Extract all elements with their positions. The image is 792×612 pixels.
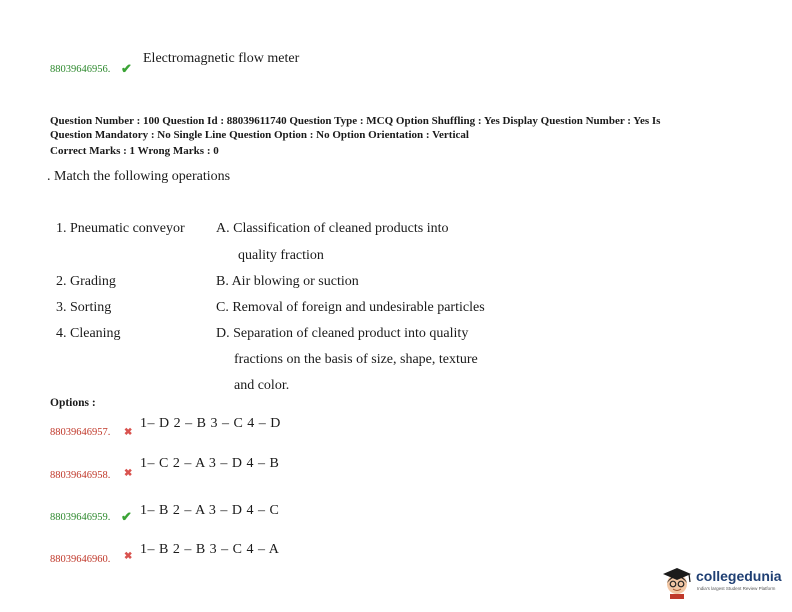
cross-icon: ✖ bbox=[124, 551, 133, 562]
brand-name: collegedunia bbox=[696, 568, 782, 584]
match-right-d-line3: and color. bbox=[234, 378, 290, 393]
prev-option-text: Electromagnetic flow meter bbox=[143, 51, 300, 66]
question-meta-line3: Correct Marks : 1 Wrong Marks : 0 bbox=[50, 145, 219, 157]
question-meta-line1: Question Number : 100 Question Id : 88039611740 Question Type : MCQ Option Shuffling : Yes Display Question Number : Yes Is bbox=[50, 115, 661, 127]
match-left-1: 1. Pneumatic conveyor bbox=[56, 221, 185, 236]
option-text: 1– B 2 – A 3 – D 4 – C bbox=[140, 503, 280, 518]
option-text: 1– D 2 – B 3 – C 4 – D bbox=[140, 416, 281, 431]
graduate-avatar-icon bbox=[660, 565, 694, 599]
match-right-d-line1: D. Separation of cleaned product into quality bbox=[216, 326, 469, 341]
option-id: 88039646958. bbox=[50, 470, 111, 481]
check-icon: ✔ bbox=[121, 509, 132, 524]
question-text: . Match the following operations bbox=[47, 169, 231, 184]
options-label: Options : bbox=[50, 397, 96, 409]
match-right-b: B. Air blowing or suction bbox=[216, 274, 359, 289]
question-meta-line2: Question Mandatory : No Single Line Question Option : No Option Orientation : Vertical bbox=[50, 129, 469, 141]
check-icon: ✔ bbox=[121, 61, 132, 76]
option-text: 1– B 2 – B 3 – C 4 – A bbox=[140, 542, 280, 557]
option-id: 88039646960. bbox=[50, 554, 111, 565]
match-right-a-line1: A. Classification of cleaned products into bbox=[216, 221, 449, 236]
prev-option-id: 88039646956. bbox=[50, 64, 111, 75]
match-left-4: 4. Cleaning bbox=[56, 326, 121, 341]
cross-icon: ✖ bbox=[124, 468, 133, 479]
option-id: 88039646959. bbox=[50, 512, 111, 523]
cross-icon: ✖ bbox=[124, 427, 133, 438]
match-left-3: 3. Sorting bbox=[56, 300, 112, 315]
match-right-c: C. Removal of foreign and undesirable particles bbox=[216, 300, 485, 315]
option-text: 1– C 2 – A 3 – D 4 – B bbox=[140, 456, 280, 471]
match-right-a-line2: quality fraction bbox=[238, 248, 324, 263]
match-right-d-line2: fractions on the basis of size, shape, texture bbox=[234, 352, 478, 367]
option-id: 88039646957. bbox=[50, 427, 111, 438]
brand-tagline: India's largest Student Review Platform bbox=[697, 586, 776, 591]
brand-logo bbox=[660, 565, 785, 601]
match-left-2: 2. Grading bbox=[56, 274, 116, 289]
